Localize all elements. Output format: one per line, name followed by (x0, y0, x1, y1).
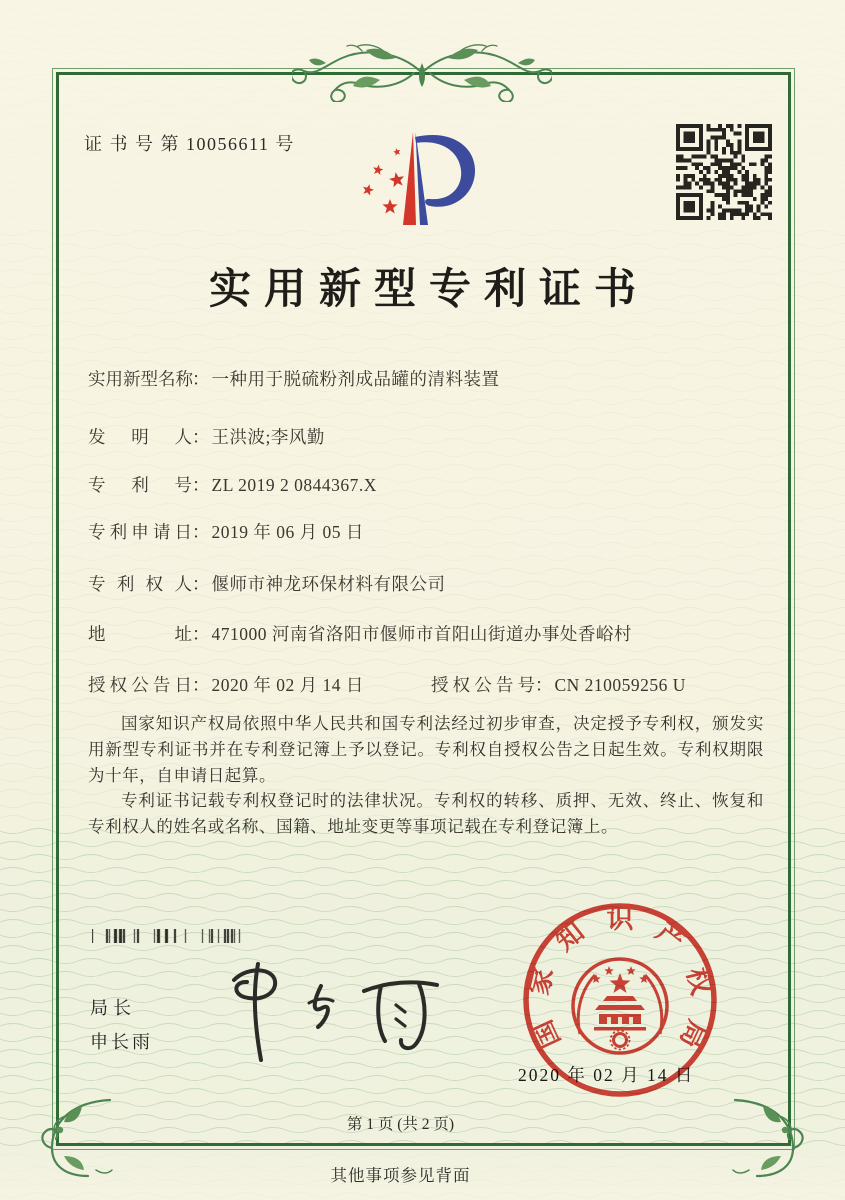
field-label: 专利权人 (88, 574, 192, 594)
legal-paragraph: 专利证书记载专利权登记时的法律状况。专利权的转移、质押、无效、终止、恢复和专利权人的姓名或名称、国籍、地址变更等事项记载在专利登记簿上。 (88, 791, 764, 837)
officer-title: 局长 (90, 998, 136, 1018)
field-row-grant: 授权公告日： 2020 年 02 月 14 日 授权公告号： CN 210059256 U (88, 672, 778, 697)
field-row-inventor: 发明人： 王洪波;李风勤 (88, 424, 778, 449)
qr-code-icon (676, 124, 772, 220)
field-value: 2019 年 06 月 05 日 (211, 522, 364, 542)
logo-wedge-red (403, 132, 416, 225)
field-row-patentee: 专利权人： 偃师市神龙环保材料有限公司 (88, 571, 778, 596)
svg-text:局: 局 (674, 1015, 713, 1053)
barcode-icon (92, 929, 248, 943)
svg-text:权: 权 (681, 964, 717, 998)
svg-text:家: 家 (523, 964, 559, 998)
seal-date: 2020 年 02 月 14 日 (518, 1065, 695, 1085)
national-emblem (573, 959, 667, 1053)
legal-paragraph: 国家知识产权局依照中华人民共和国专利法经过初步审查，决定授予专利权，颁发实用新型专利证书并在专利登记簿上予以登记。专利权自授权公告之日起生效。专利权期限为十年，自申请日起算。 (88, 714, 764, 785)
field-label: 专利号 (88, 475, 192, 495)
certificate-title: 实用新型专利证书 (208, 267, 649, 313)
signature-handwritten-icon (214, 956, 454, 1071)
field-value: 偃师市神龙环保材料有限公司 (211, 574, 446, 594)
field-label: 发明人 (88, 427, 192, 447)
field-row-address: 地址： 471000 河南省洛阳市偃师市首阳山街道办事处香峪村 (88, 621, 778, 646)
field-value: 一种用于脱硫粉剂成品罐的清料装置 (211, 369, 500, 389)
field-label: 授权公告号 (431, 675, 535, 695)
svg-text:知: 知 (549, 916, 590, 957)
legal-text-block (88, 711, 764, 840)
officer-name: 申长雨 (90, 1032, 153, 1052)
logo-stars (363, 148, 404, 213)
cnipa-logo-icon (357, 128, 487, 228)
field-row-patent-number: 专利号： ZL 2019 2 0844367.X (88, 472, 778, 497)
svg-text:国: 国 (527, 1015, 566, 1053)
field-row-filing-date: 专利申请日： 2019 年 06 月 05 日 (88, 519, 778, 544)
field-value: 471000 河南省洛阳市偃师市首阳山街道办事处香峪村 (211, 624, 632, 644)
field-label: 地址 (88, 624, 192, 644)
top-scroll-ornament-icon (292, 40, 552, 102)
svg-text:识: 识 (606, 904, 634, 934)
field-value: 2020 年 02 月 14 日 (211, 675, 364, 695)
logo-wedge-blue (416, 132, 429, 225)
field-label: 专利申请日 (88, 522, 192, 542)
field-value: 王洪波;李风勤 (211, 427, 325, 447)
grant-number-pair: 授权公告号： CN 210059256 U (431, 672, 686, 697)
field-value: CN 210059256 U (554, 675, 686, 695)
page-indicator: 第 1 页 (共 2 页) (346, 1116, 455, 1133)
field-row-patent-name: 实用新型名称： 一种用于脱硫粉剂成品罐的清料装置 (88, 366, 778, 391)
field-label: 实用新型名称 (88, 369, 193, 389)
back-side-note: 其他事项参见背面 (330, 1166, 471, 1185)
field-label: 授权公告日 (88, 675, 192, 695)
field-value: ZL 2019 2 0844367.X (211, 475, 377, 495)
svg-text:产: 产 (650, 916, 691, 957)
cnipa-red-seal-icon (505, 885, 735, 1115)
certificate-number: 证 书 号 第 10056611 号 (84, 134, 295, 154)
